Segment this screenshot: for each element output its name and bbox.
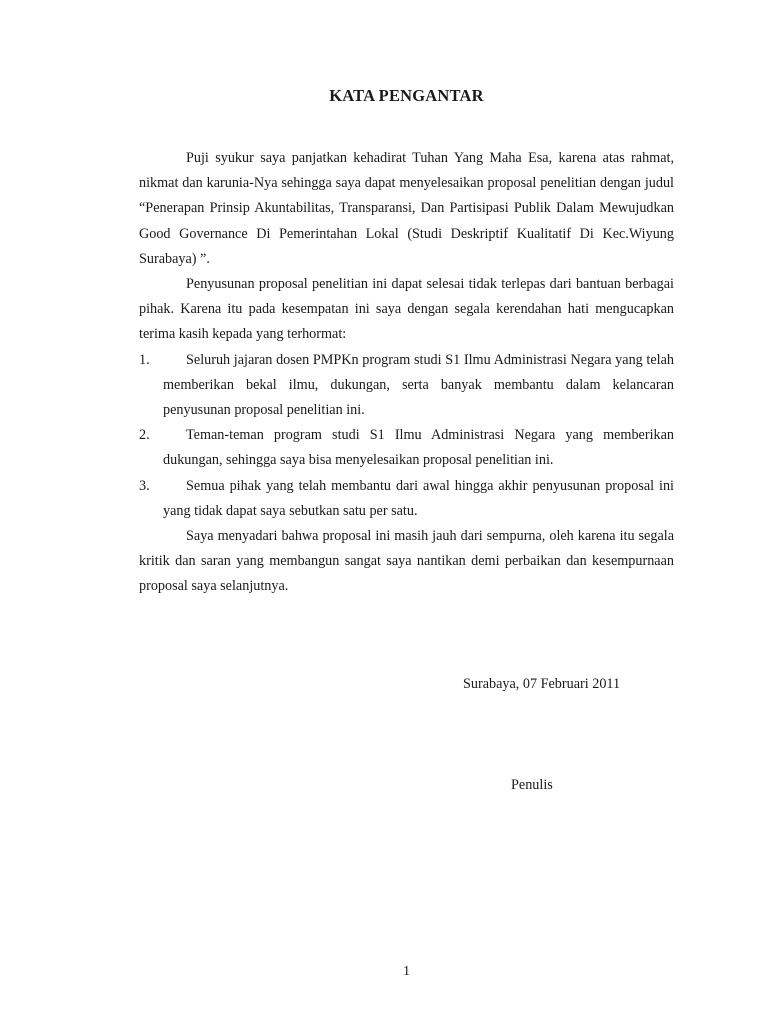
page-number: 1 [403,964,410,979]
page-title: KATA PENGANTAR [329,86,484,105]
paragraph-closing: Saya menyadari bahwa proposal ini masih jauh dari sempurna, oleh karena itu segala kritik dan saran yang membangun sangat saya nantikan demi perbaikan dan kesempurnaan proposal saya selanjutnya. [139,528,674,595]
list-item [139,348,674,424]
list-item-text: Semua pihak yang telah membantu dari awal hingga akhir penyusunan proposal ini yang tidak dapat saya sebutkan satu per satu. [163,477,674,519]
list-item-text: Teman-teman program studi S1 Ilmu Administrasi Negara yang memberikan dukungan, sehingga saya bisa menyelesaikan proposal penelitian ini. [163,427,674,469]
list-item-number: 3. [139,477,150,494]
list-item [139,474,674,524]
list-item [139,423,674,473]
list-item-text: Seluruh jajaran dosen PMPKn program studi S1 Ilmu Administrasi Negara yang telah memberikan bekal ilmu, dukungan, serta banyak membantu dalam kelancaran penyusunan proposal penelitian ini. [163,351,674,419]
document-body [139,146,674,600]
list-item-number: 2. [139,427,150,444]
place-and-date: Surabaya, 07 Februari 2011 [463,676,621,692]
paragraph-gratitude: Puji syukur saya panjatkan kehadirat Tuhan Yang Maha Esa, karena atas rahmat, nikmat dan karunia-Nya sehingga saya dapat menyelesaikan proposal penelitian dengan judul “Penerapan Prinsip Akuntabilitas, Transparansi, Dan Partisipasi Publik Dalam Mewujudkan Good Governance Di Pemerintahan Lokal (Studi Deskriptif Kualitatif Di Kec.Wiyung Surabaya) ”. [139,150,674,267]
paragraph-acknowledgement-intro: Penyusunan proposal penelitian ini dapat selesai tidak terlepas dari bantuan berbagai pihak. Karena itu pada kesempatan ini saya dengan segala kerendahan hati mengucapkan terima kasih kepada yang terhormat: [139,276,674,343]
signer-label: Penulis [511,777,553,793]
list-item-number: 1. [139,351,150,368]
